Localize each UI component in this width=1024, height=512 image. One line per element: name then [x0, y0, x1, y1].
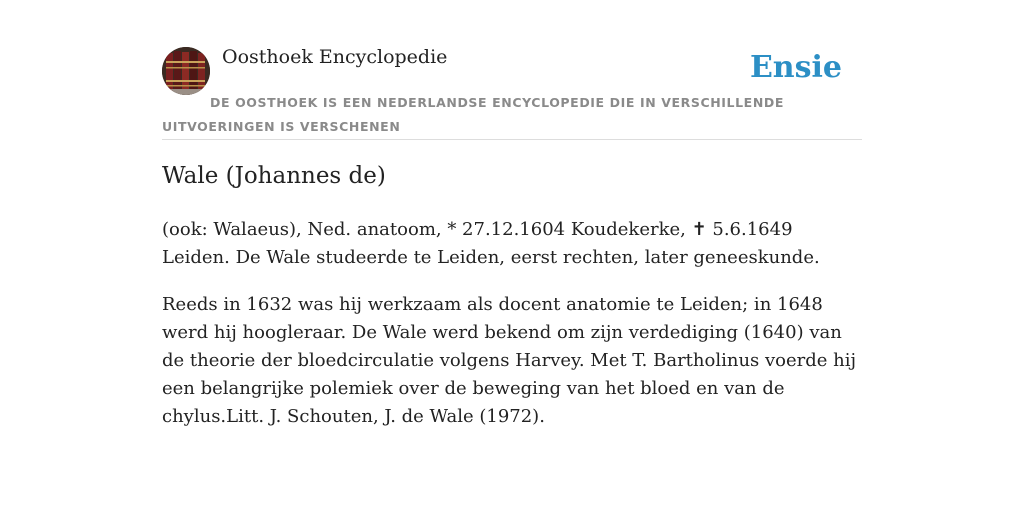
site-tagline: DE OOSTHOEK IS EEN NEDERLANDSE ENCYCLOPEDIE DIE IN VERSCHILLENDE UITVOERINGEN IS VERSCHENEN [162, 95, 784, 134]
brand-logo[interactable]: Ensie [749, 50, 842, 85]
book-spines-icon[interactable] [162, 47, 210, 95]
article-paragraph-1: (ook: Walaeus), Ned. anatoom, * 27.12.1604 Koudekerke, ✝ 5.6.1649 Leiden. De Wale studeerde te Leiden, eerst rechten, later geneeskunde. [162, 219, 820, 268]
site-name-link[interactable]: Oosthoek Encyclopedie [222, 46, 448, 68]
article-title: Wale (Johannes de) [162, 163, 386, 189]
page-container [162, 0, 862, 427]
article-paragraph-2: Reeds in 1632 was hij werkzaam als docent anatomie te Leiden; in 1648 werd hij hoogleraar. De Wale werd bekend om zijn verdediging (1640) van de theorie der bloedcirculatie volgens Harvey. Met T. Bartholinus voerde hij een belangrijke polemiek over de beweging van het bloed en van de chylus.Litt. J. Schouten, J. de Wale (1972). [162, 294, 857, 427]
site-header [162, 0, 862, 140]
